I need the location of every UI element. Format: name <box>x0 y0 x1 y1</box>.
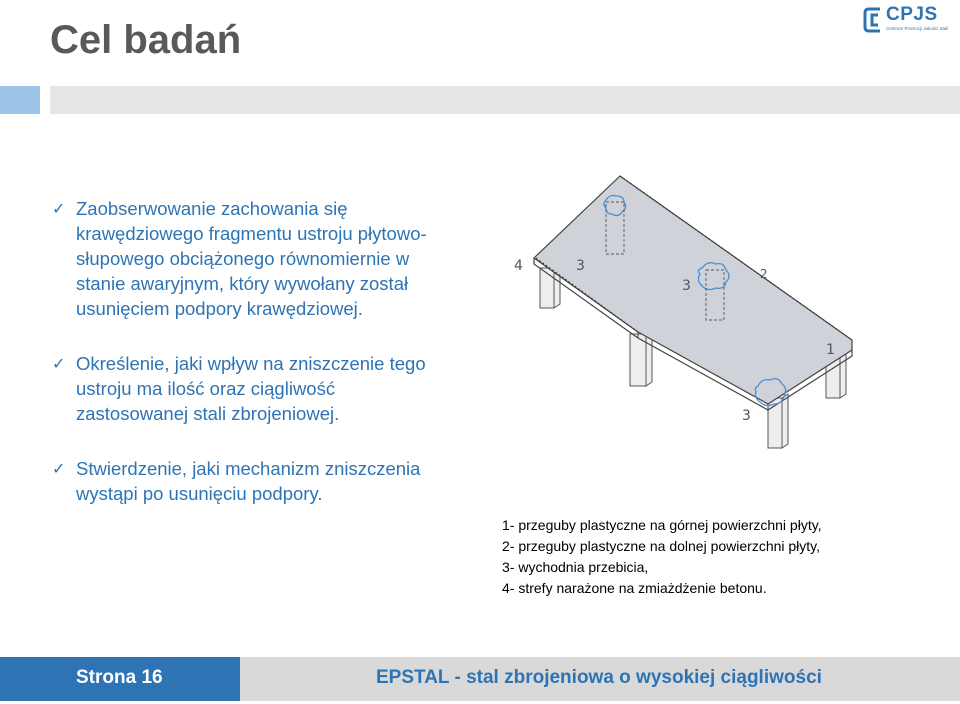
bullet-list <box>52 196 432 506</box>
logo-text: CPJS <box>886 4 938 25</box>
bullet-item <box>52 351 432 426</box>
bullet-item <box>52 196 432 321</box>
label-3: 3 <box>742 408 751 424</box>
footer-bar <box>0 657 960 701</box>
header-accent-square <box>0 86 40 114</box>
footer-page-block <box>0 657 240 701</box>
legend-item: 3- wychodnia przebicia, <box>502 559 649 575</box>
bullet-text: Zaobserwowanie zachowania się krawędziowego fragmentu ustroju płytowo-słupowego obciążonego równomiernie w stanie awaryjnym, który wywołany został usunięciem podpory krawędziowej. <box>76 198 427 319</box>
figure-legend <box>502 515 902 599</box>
logo-subtitle: Centrum Promocji Jakości Stali <box>886 26 949 31</box>
checkmark-icon: ✓ <box>52 199 66 218</box>
label-1: 1 <box>826 342 835 358</box>
legend-item: 1- przeguby plastyczne na górnej powierzchni płyty, <box>502 517 822 533</box>
label-4: 4 <box>514 258 523 274</box>
footer-title: EPSTAL - stal zbrojeniowa o wysokiej ciągliwości <box>376 667 822 688</box>
label-3: 3 <box>576 258 585 274</box>
page-number: Strona 16 <box>76 667 163 688</box>
checkmark-icon: ✓ <box>52 459 66 478</box>
header-rule-bar <box>50 86 960 114</box>
cpjs-logo-icon <box>862 6 884 34</box>
legend-item: 4- strefy narażone na zmiażdżenie betonu. <box>502 580 767 596</box>
bullet-text: Określenie, jaki wpływ na zniszczenie tego ustroju ma ilość oraz ciągliwość zastosowanej stali zbrojeniowej. <box>76 353 426 424</box>
bullet-text: Stwierdzenie, jaki mechanizm zniszczenia wystąpi po usunięciu podpory. <box>76 458 421 504</box>
bullet-item <box>52 456 432 506</box>
label-3: 3 <box>682 278 691 294</box>
label-2: 2 <box>760 267 768 281</box>
cpjs-logo <box>862 6 958 36</box>
slab-column-diagram <box>506 172 858 456</box>
slab-top <box>534 176 852 404</box>
checkmark-icon: ✓ <box>52 354 66 373</box>
legend-item: 2- przeguby plastyczne na dolnej powierzchni płyty, <box>502 538 821 554</box>
slide-title: Cel badań <box>50 18 242 62</box>
